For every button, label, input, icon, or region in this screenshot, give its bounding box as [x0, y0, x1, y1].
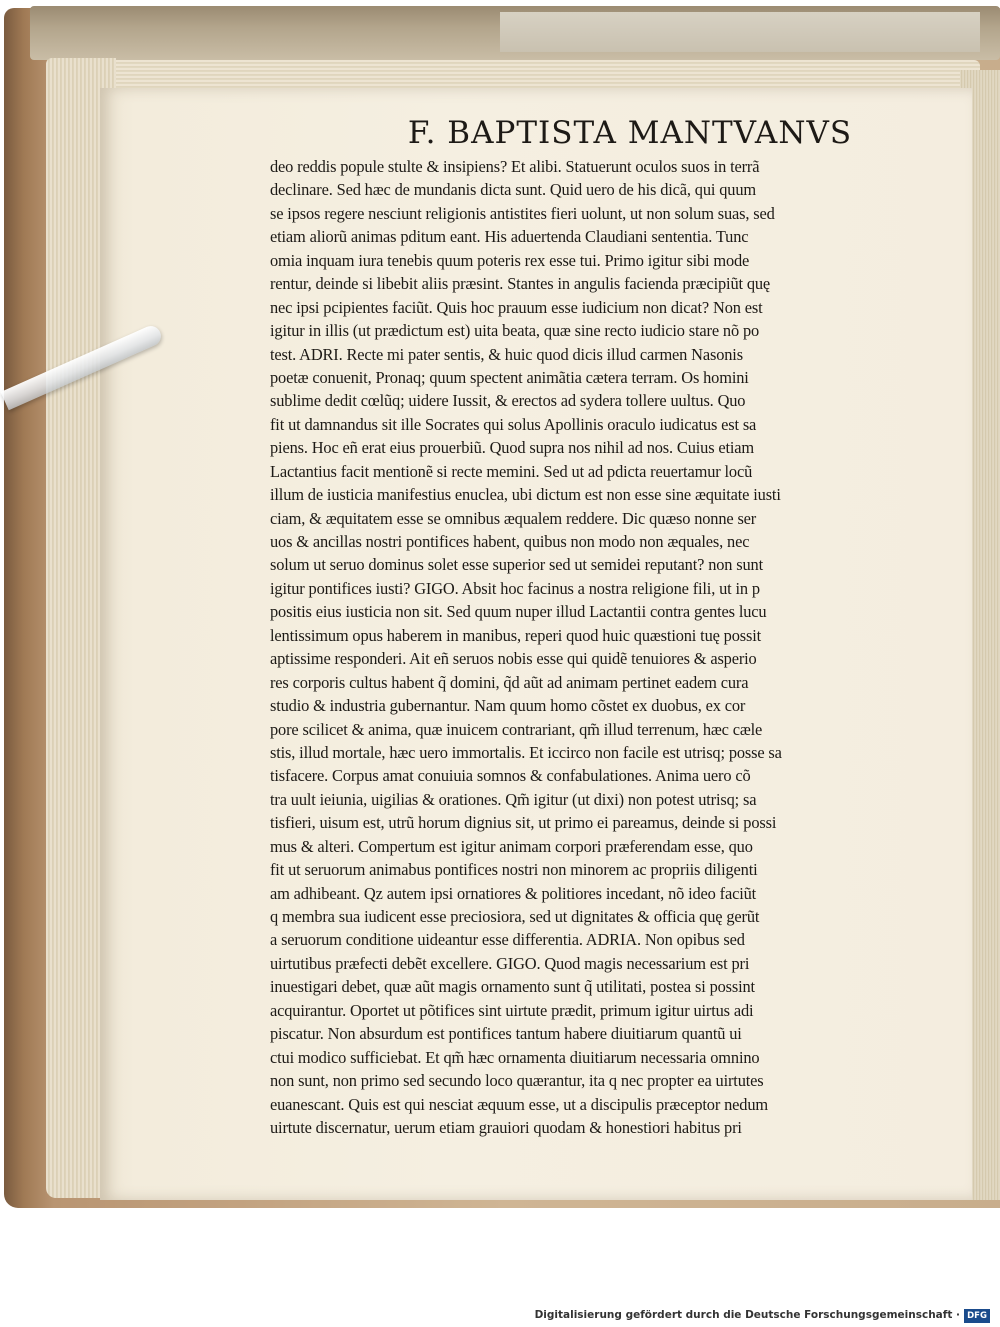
text-line: lentissimum opus haberem in manibus, reperi quod huic quæstioni tuę possit [270, 625, 762, 645]
text-line: aptissime responderi. Ait eñ seruos nobis esse qui quidẽ tenuiores & asperio [270, 649, 757, 669]
text-line: non sunt, non primo sed secundo loco quærantur, ita q nec propter ea uirtutes [270, 1071, 764, 1091]
text-line: am adhibeant. Qz autem ipsi ornatiores & politiores incedant, nõ ideo faciũt [270, 883, 757, 903]
text-line: piscatur. Non absurdum est pontifices tantum habere diuitiarum quantũ ui [270, 1024, 742, 1044]
text-line: fit ut damnandus sit ille Socrates qui solus Apollinis oraculo iudicatus est sa [270, 414, 757, 434]
text-line: mus & alteri. Compertum est igitur animam corpori præferendam esse, quo [270, 836, 753, 856]
text-line: q membra sua iudicent esse preciosiora, sed ut dignitates & officia quę gerũt [270, 907, 760, 926]
text-line: tisfieri, uisum est, utrũ horum dignius sit, ut primo ei pareamus, deinde si possi [270, 813, 777, 833]
text-lines [270, 155, 920, 1139]
text-line: deo reddis popule stulte & insipiens? Et alibi. Statuerunt oculos suos in terrã [270, 157, 760, 176]
text-line: euanescant. Quis est qui nesciat æquum esse, ut a discipulis præceptor nedum [270, 1094, 768, 1114]
text-line: igitur pontifices iusti? GIGO. Absit hoc facinus a nostra religione fili, ut in p [270, 578, 760, 598]
text-line: ctui modico sufficiebat. Et qm̃ hæc ornamenta diuitiarum necessaria omnino [270, 1047, 760, 1067]
text-line: igitur in illis (ut prædictum est) uita beata, quæ sine recto iudicio stare nõ po [270, 321, 760, 341]
spine-label-strip [500, 12, 980, 52]
text-line: fit ut seruorum animabus pontifices nostri non minorem ac propriis diligenti [270, 860, 758, 880]
text-line: illum de iusticia manifestius enuclea, ubi dictum est non esse sine æquitate iusti [270, 485, 781, 505]
funding-credit: Digitalisierung gefördert durch die Deutsche Forschungsgemeinschaft · [534, 1309, 960, 1321]
text-line: piens. Hoc eñ erat eius prouerbiũ. Quod supra nos nihil ad nos. Cuius etiam [270, 438, 755, 458]
text-line: se ipsos regere nesciunt religionis antistites fieri uolunt, ut non solum suas, sed [270, 203, 775, 223]
text-line: declinare. Sed hæc de mundanis dicta sunt. Quid uero de his dicã, qui quum [270, 180, 756, 200]
text-line: stis, illud mortale, hæc uero immortalis. Et iccirco non facile est utrisq; posse sa [270, 742, 782, 762]
text-line: acquirantur. Oportet ut põtifices sint uirtute prædit, primum igitur uirtus adi [270, 1000, 754, 1020]
text-line: uos & ancillas nostri pontifices habent, quibus non modo non æquales, nec [270, 532, 750, 551]
text-line: studio & industria gubernantur. Nam quum homo cõstet ex duobus, ex cor [270, 696, 746, 716]
text-line: positis eius iusticia non sit. Sed quum nuper illud Lactantii contra gentes lucu [270, 602, 767, 622]
text-line: uirtutibus præfecti debẽt excellere. GIGO. Quod magis necessarium est pri [270, 953, 750, 973]
text-block [270, 115, 920, 1139]
text-line: uirtute discernatur, uerum etiam grauiori quodam & honestiori habitus pri [270, 1117, 742, 1137]
text-line: nec ipsi pcipientes faciũt. Quis hoc prauum esse iudicium non dicat? Non est [270, 297, 763, 317]
text-line: omia inquam iura tenebis quum poteris rex esse tui. Primo igitur sibi mode [270, 250, 750, 270]
text-line: res corporis cultus habent q̃ domini, q̃d aũt ad animam pertinet eadem cura [270, 672, 749, 692]
text-line: solum ut seruo dominus solet esse superior sed ut semidei reputant? non sunt [270, 555, 763, 575]
text-line: ciam, & æquitatem esse se omnibus æqualem reddere. Dic quæso nonne ser [270, 508, 757, 528]
text-line: poetæ conuenit, Pronaq; quum spectent animãtia cætera terram. Os homini [270, 367, 749, 387]
text-line: test. ADRI. Recte mi pater sentis, & huic quod dicis illud carmen Nasonis [270, 344, 743, 364]
text-line: etiam aliorũ animas pditum eant. His aduertenda Claudiani sententia. Tunc [270, 227, 749, 247]
text-line: tisfacere. Corpus amat conuiuia somnos & confabulationes. Anima uero cõ [270, 766, 751, 786]
text-line: Lactantius facit mentionẽ si recte memini. Sed ut ad pdicta reuertamur locũ [270, 461, 753, 481]
running-head: F. BAPTISTA MANTVANVS [407, 115, 853, 151]
text-line: rentur, deinde si libebit aliis præsint. Stantes in angulis facienda præcipiũt quę [270, 274, 771, 294]
dfg-logo: DFG [964, 1309, 990, 1323]
text-line: a seruorum conditione uideantur esse differentia. ADRIA. Non opibus sed [270, 930, 745, 950]
footer [0, 1305, 1000, 1327]
text-line: pore scilicet & anima, quæ inuicem contrariant, qm̃ illud terrenum, hæc cæle [270, 719, 763, 739]
text-line: inuestigari debet, quæ aũt magis ornamento sunt q̃ utilitati, postea si possint [270, 977, 755, 997]
text-line: tra uult ieiunia, uigilias & orationes. Qm̃ igitur (ut dixi) non potest utrisq; sa [270, 789, 757, 809]
text-line: sublime dedit cœlũq; uidere Iussit, & erectos ad sydera tollere uultus. Quo [270, 391, 746, 411]
